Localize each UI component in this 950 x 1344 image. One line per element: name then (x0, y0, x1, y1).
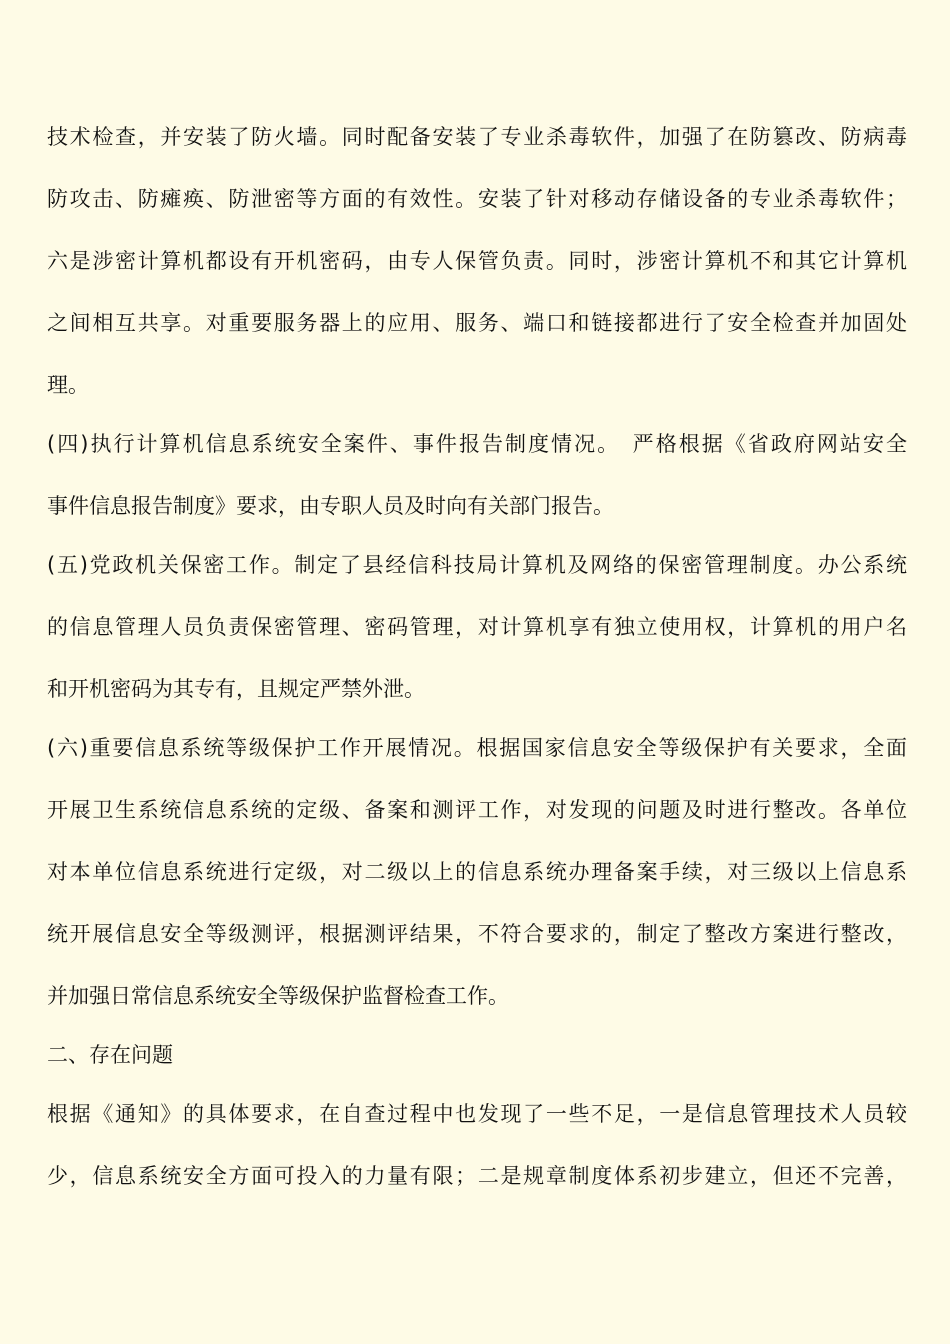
paragraph-line: 统开展信息安全等级测评，根据测评结果，不符合要求的，制定了整改方案进行整改， (47, 922, 907, 946)
paragraph-line: 理。 (47, 373, 89, 397)
paragraph-line: 根据《通知》的具体要求，在自查过程中也发现了一些不足，一是信息管理技术人员较 (47, 1102, 907, 1126)
paragraph-line: 并加强日常信息系统安全等级保护监督检查工作。 (47, 984, 509, 1008)
paragraph-line: 的信息管理人员负责保密管理、密码管理，对计算机享有独立使用权，计算机的用户名 (47, 615, 907, 639)
paragraph-line: 开展卫生系统信息系统的定级、备案和测评工作，对发现的问题及时进行整改。各单位 (47, 798, 907, 822)
paragraph-line: 防攻击、防瘫痪、防泄密等方面的有效性。安装了针对移动存储设备的专业杀毒软件； (47, 187, 907, 211)
paragraph-line: 之间相互共享。对重要服务器上的应用、服务、端口和链接都进行了安全检查并加固处 (47, 311, 907, 335)
paragraph-line: 六是涉密计算机都设有开机密码，由专人保管负责。同时，涉密计算机不和其它计算机 (47, 249, 907, 273)
paragraph-line: 和开机密码为其专有，且规定严禁外泄。 (47, 677, 425, 701)
section-heading-4: (四)执行计算机信息系统安全案件、事件报告制度情况。 严格根据《省政府网站安全 (47, 432, 907, 456)
paragraph-line: 技术检查，并安装了防火墙。同时配备安装了专业杀毒软件，加强了在防篡改、防病毒 (47, 125, 907, 149)
section-heading-6: (六)重要信息系统等级保护工作开展情况。根据国家信息安全等级保护有关要求，全面 (47, 736, 907, 760)
paragraph-line: 对本单位信息系统进行定级，对二级以上的信息系统办理备案手续，对三级以上信息系 (47, 860, 907, 884)
paragraph-line: 事件信息报告制度》要求，由专职人员及时向有关部门报告。 (47, 494, 614, 518)
paragraph-line: 少，信息系统安全方面可投入的力量有限；二是规章制度体系初步建立，但还不完善， (47, 1164, 907, 1188)
section-heading-5: (五)党政机关保密工作。制定了县经信科技局计算机及网络的保密管理制度。办公系统 (47, 553, 907, 577)
section-title-problems: 二、存在问题 (47, 1043, 173, 1067)
